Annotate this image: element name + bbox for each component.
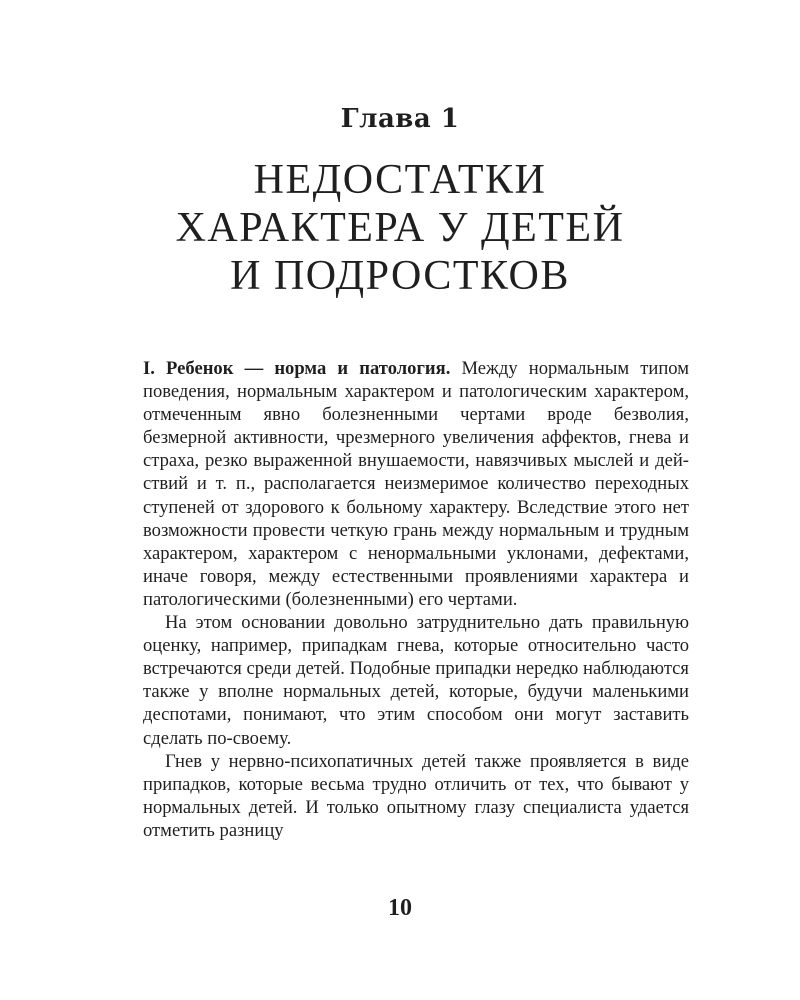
chapter-title-line-1: НЕДОСТАТКИ (253, 157, 547, 203)
paragraph-1 (143, 357, 689, 611)
chapter-title-line-2: ХАРАКТЕРА У ДЕТЕЙ (175, 205, 625, 251)
section-heading: I. Ребенок — норма и патология. (143, 358, 451, 379)
paragraph-2: На этом основании довольно затруднительно дать правильную оценку, например, припадкам гнева, которые относительно часто встречаются среди детей. Подобные припадки нередко наблюдаются также у вполне нормальных детей, которые, будучи маленькими деспотами, понимают, что этим способом они могут заставить сделать по-своему. (143, 612, 689, 749)
paragraph-1-text: Между нормальным типом поведения, нормальным характером и патологическим характером, отмеченным явно болезненными чертами вроде безволия, безмерной активности, чрезмерного увеличения аффектов, гнева и страха, резко выраженной внушаемости, навязчивых мыслей и действий и т. п., располагается неизмеримое количество переходных ступеней от здорового к больному характеру. Вследствие этого нет возможности провести четкую грань между нормальным и трудным характером, характером с ненормальными уклонами, дефектами, иначе говоря, между естественными проявлениями характера и патологическими (болезненными) его чертами. (143, 358, 689, 610)
page-number: 10 (388, 895, 412, 921)
body-text (143, 357, 689, 842)
chapter-title-line-3: И ПОДРОСТКОВ (230, 253, 570, 299)
paragraph-3: Гнев у нервно-психопатичных детей также проявляется в виде припадков, которые весьма трудно отличить от тех, что бывают у нормальных детей. И только опытному глазу специалиста удается отметить разницу (143, 750, 689, 841)
chapter-label: Глава 1 (340, 104, 460, 134)
chapter-title (0, 156, 800, 300)
